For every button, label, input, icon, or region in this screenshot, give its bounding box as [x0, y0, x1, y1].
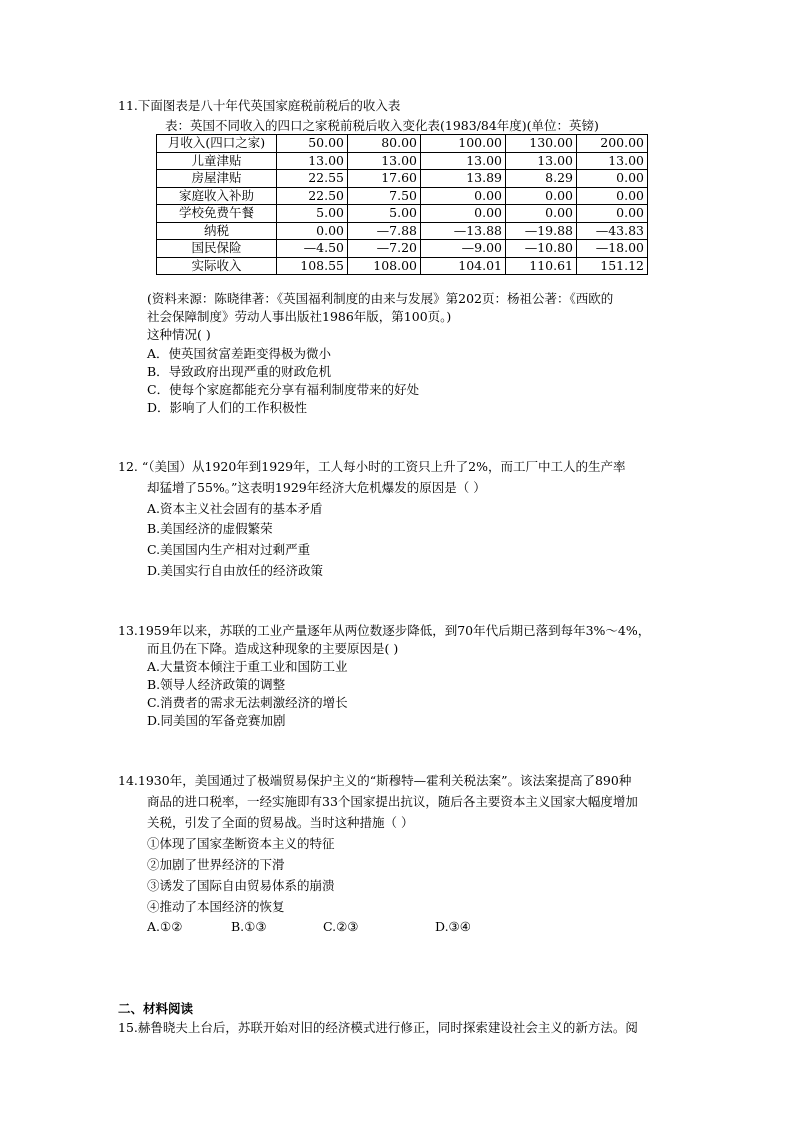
q14-choice-c: C.②③: [323, 919, 359, 934]
table-cell: 0.00: [506, 205, 577, 223]
q14-choice-d: D.③④: [435, 919, 471, 934]
table-cell: —4.50: [277, 240, 348, 258]
q15-line1: 15.赫鲁晓夫上台后，苏联开始对旧的经济模式进行修正，同时探索建设社会主义的新方法。阅: [118, 1020, 638, 1035]
table-cell: 5.00: [277, 205, 348, 223]
q13-option-b: B.领导人经济政策的调整: [147, 677, 286, 692]
row-label: 纳税: [157, 222, 277, 240]
q11-source-line2: 社会保障制度》劳动人事出版社1986年版，第100页。): [147, 309, 452, 324]
table-cell: 8.29: [506, 170, 577, 188]
table-row: [157, 187, 648, 205]
table-cell: 0.00: [421, 187, 506, 205]
row-label: 国民保险: [157, 240, 277, 258]
q14-line2: 商品的进口税率，一经实施即有33个国家提出抗议，随后各主要资本主义国家大幅度增加: [147, 794, 638, 809]
q14-line3: 关税，引发了全面的贸易战。当时这种措施（ ）: [147, 815, 414, 830]
table-cell: 13.00: [506, 152, 577, 170]
table-cell: 110.61: [506, 257, 577, 275]
table-cell: 100.00: [421, 135, 506, 153]
table-cell: 151.12: [577, 257, 648, 275]
table-row: [157, 222, 648, 240]
table-cell: 104.01: [421, 257, 506, 275]
row-label: 儿童津贴: [157, 152, 277, 170]
table-cell: 108.55: [277, 257, 348, 275]
q13-line1: 13.1959年以来，苏联的工业产量逐年从两位数逐步降低，到70年代后期已落到每年3%～4%，: [118, 623, 651, 638]
table-row: [157, 135, 648, 153]
section-heading: 二、材料阅读: [118, 1001, 194, 1016]
table-cell: 130.00: [506, 135, 577, 153]
q12-option-d: D.美国实行自由放任的经济政策: [147, 563, 324, 578]
q14-choices: [147, 918, 471, 936]
table-cell: 50.00: [277, 135, 348, 153]
q11-option-c: C．使每个家庭都能充分享有福利制度带来的好处: [147, 382, 420, 397]
q11-option-a: A．使英国贫富差距变得极为微小: [147, 346, 332, 361]
table-cell: —13.88: [421, 222, 506, 240]
table-cell: 0.00: [506, 187, 577, 205]
table-cell: 200.00: [577, 135, 648, 153]
table-row: [157, 205, 648, 223]
table-cell: 0.00: [421, 205, 506, 223]
q14-item-3: ③诱发了国际自由贸易体系的崩溃: [147, 878, 335, 893]
q11-source-line1: (资料来源：陈晓律著：《英国福利制度的由来与发展》第202页：杨祖公著：《西欧的: [147, 291, 614, 306]
q14-item-1: ①体现了国家垄断资本主义的特征: [147, 836, 335, 851]
q13-option-d: D.同美国的军备竞赛加剧: [147, 713, 286, 728]
table-cell: 0.00: [577, 205, 648, 223]
table-row: [157, 152, 648, 170]
row-label: 房屋津贴: [157, 170, 277, 188]
q12-line2: 却猛增了55%。”这表明1929年经济大危机爆发的原因是（ ）: [147, 480, 486, 495]
table-cell: —43.83: [577, 222, 648, 240]
table-cell: —10.80: [506, 240, 577, 258]
table-cell: 5.00: [348, 205, 421, 223]
row-label: 家庭收入补助: [157, 187, 277, 205]
table-cell: 13.00: [277, 152, 348, 170]
table-cell: 7.50: [348, 187, 421, 205]
q14-choice-a: A.①②: [147, 919, 183, 934]
table-cell: 0.00: [577, 187, 648, 205]
row-label: 月收入(四口之家): [157, 135, 277, 153]
q11-table-caption: 表：英国不同收入的四口之家税前税后收入变化表(1983/84年度)(单位：英镑): [165, 118, 599, 133]
table-cell: 17.60: [348, 170, 421, 188]
table-cell: —18.00: [577, 240, 648, 258]
table-row: [157, 170, 648, 188]
q14-item-2: ②加剧了世界经济的下滑: [147, 857, 285, 872]
table-cell: —9.00: [421, 240, 506, 258]
q11-option-d: D．影响了人们的工作积极性: [147, 400, 308, 415]
q13-line2: 而且仍在下降。造成这种现象的主要原因是( ): [147, 641, 399, 656]
table-cell: 13.00: [348, 152, 421, 170]
q13-option-c: C.消费者的需求无法刺激经济的增长: [147, 695, 348, 710]
table-cell: 13.00: [577, 152, 648, 170]
table-cell: 13.00: [421, 152, 506, 170]
q12-option-b: B.美国经济的虚假繁荣: [147, 521, 273, 536]
q13-option-a: A.大量资本倾注于重工业和国防工业: [147, 659, 348, 674]
table-cell: 13.89: [421, 170, 506, 188]
q12-option-a: A.资本主义社会固有的基本矛盾: [147, 501, 323, 516]
q11-option-b: B．导致政府出现严重的财政危机: [147, 364, 332, 379]
table-cell: 22.50: [277, 187, 348, 205]
q12-line1: 12. “（美国）从1920年到1929年，工人每小时的工资只上升了2%，而工厂中工人的生产率: [118, 459, 626, 474]
table-cell: 0.00: [577, 170, 648, 188]
q11-stem: 11.下面图表是八十年代英国家庭税前税后的收入表: [118, 98, 401, 113]
row-label: 实际收入: [157, 257, 277, 275]
q11-question: 这种情况( ): [147, 327, 211, 342]
q14-item-4: ④推动了本国经济的恢复: [147, 899, 285, 914]
income-table: [156, 134, 648, 275]
q12-option-c: C.美国国内生产相对过剩严重: [147, 542, 311, 557]
table-cell: 108.00: [348, 257, 421, 275]
row-label: 学校免费午餐: [157, 205, 277, 223]
table-row: [157, 257, 648, 275]
table-row: [157, 240, 648, 258]
table-cell: —19.88: [506, 222, 577, 240]
table-cell: 0.00: [277, 222, 348, 240]
table-cell: —7.20: [348, 240, 421, 258]
q14-choice-b: B.①③: [231, 919, 267, 934]
table-cell: 22.55: [277, 170, 348, 188]
table-cell: 80.00: [348, 135, 421, 153]
q14-line1: 14.1930年，美国通过了极端贸易保护主义的“斯穆特—霍利关税法案”。该法案提高了890种: [118, 773, 632, 788]
table-cell: —7.88: [348, 222, 421, 240]
